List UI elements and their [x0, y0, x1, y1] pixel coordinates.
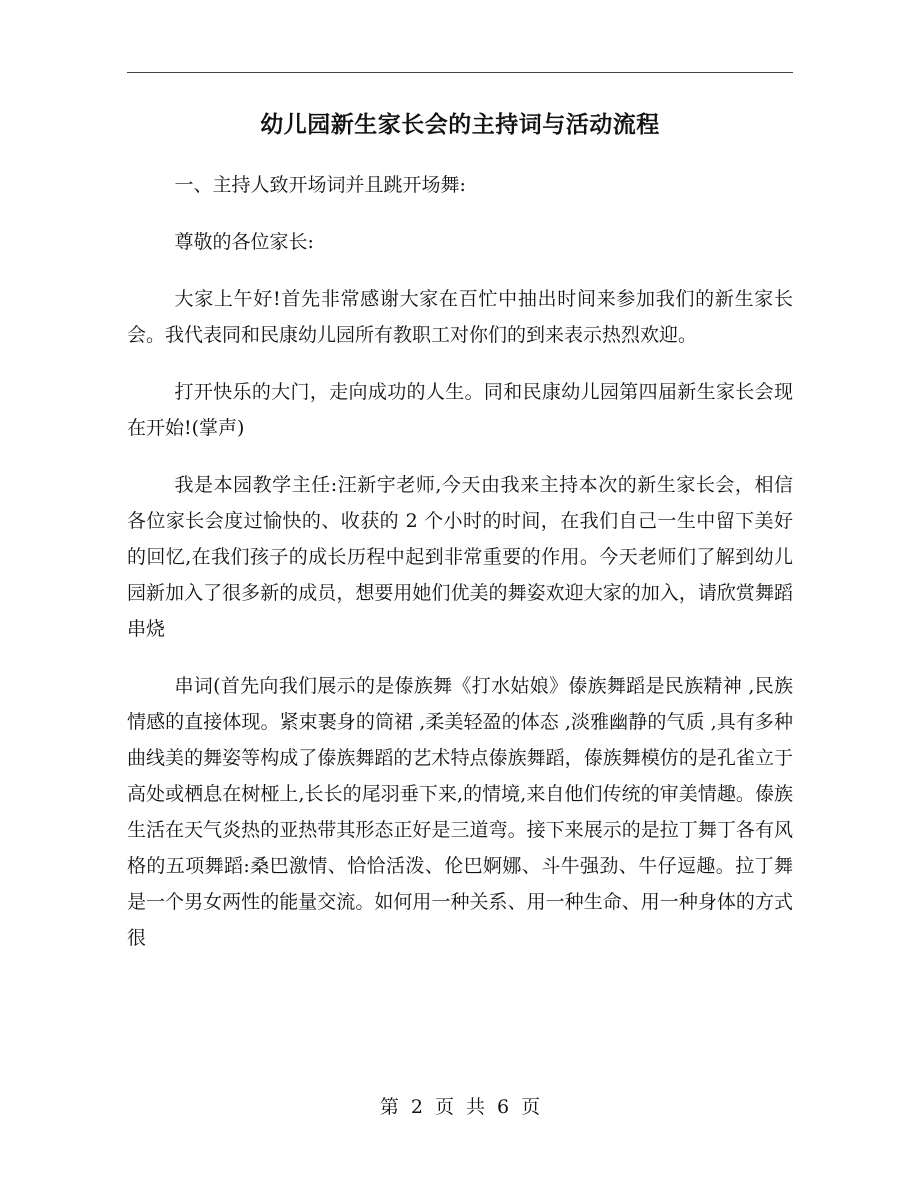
section-heading-opening: 一、主持人致开场词并且跳开场舞: [174, 174, 466, 196]
document-body [127, 167, 793, 977]
header-rule [127, 72, 793, 73]
paragraph-host-intro: 我是本园教学主任:汪新宇老师,今天由我来主持本次的新生家长会，相信各位家长会度过愉快的、收获的 2 个小时的时间，在我们自己一生中留下美好的回忆,在我们孩子的成长历程中起到非常重要的作用。今天老师们了解到幼儿园新加入了很多新的成员，想要用她们优美的舞姿欢迎大家的加入，请欣赏舞蹈串烧 [127, 474, 793, 640]
paragraph-opening: 打开快乐的大门，走向成功的人生。同和民康幼儿园第四届新生家长会现在开始!(掌声) [127, 381, 793, 439]
page-number: 第 2 页 共 6 页 [379, 1096, 541, 1118]
document-title: 幼儿园新生家长会的主持词与活动流程 [260, 111, 660, 138]
paragraph-greeting: 大家上午好!首先非常感谢大家在百忙中抽出时间来参加我们的新生家长会。我代表同和民康幼儿园所有教职工对你们的到来表示热烈欢迎。 [127, 288, 793, 346]
salutation: 尊敬的各位家长: [174, 231, 314, 253]
paragraph-dance-script: 串词(首先向我们展示的是傣族舞《打水姑娘》傣族舞蹈是民族精神 ,民族情感的直接体现。紧束裹身的筒裙 ,柔美轻盈的体态 ,淡雅幽静的气质 ,具有多种曲线美的舞姿等构成了傣族舞蹈的艺术特点傣族舞蹈，傣族舞模仿的是孔雀立于高处或栖息在树桠上,长长的尾羽垂下来,的情境,来自他们传统的审美情趣。傣族生活在天气炎热的亚热带其形态正好是三道弯。接下来展示的是拉丁舞丁各有风格的五项舞蹈:桑巴激情、恰恰活泼、伦巴婀娜、斗牛强劲、牛仔逗趣。拉丁舞是一个男女两性的能量交流。如何用一种关系、用一种生命、用一种身体的方式很 [127, 675, 793, 949]
